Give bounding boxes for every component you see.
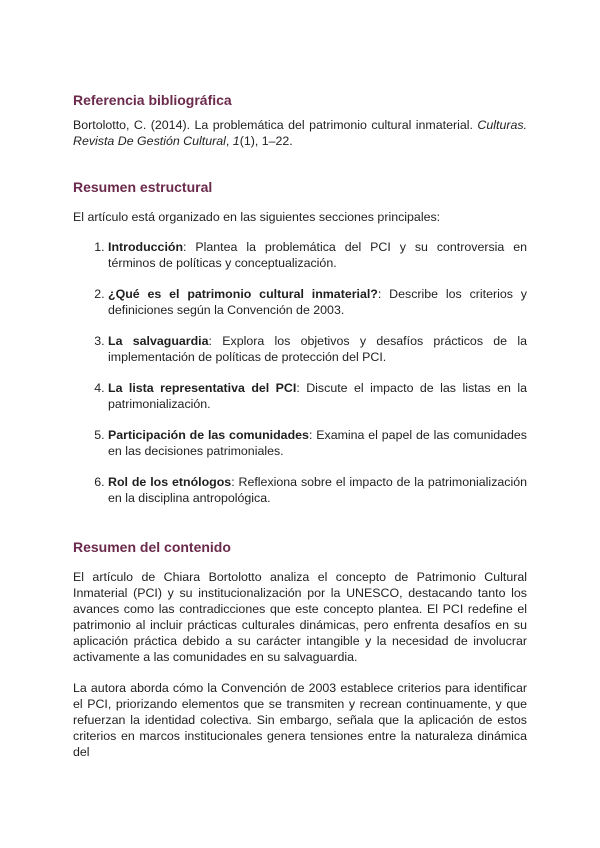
citation-journal: Culturas. Revista De Gestión Cultural [73,118,527,148]
structure-heading: Resumen estructural [73,179,213,195]
structure-intro: El artículo está organizado en las siguientes secciones principales: [73,210,441,224]
summary-paragraph-1: El artículo de Chiara Bortolotto analiza el concepto de Patrimonio Cultural Inmaterial (PCI) y su institucionalización por la UNESCO, destacando tanto los avances como las contradicciones que este concepto plantea. El PCI redefine el patrimonio al incluir prácticas culturales dinámicas, pero enfrenta desafíos en su aplicación práctica debido a su carácter intangible y la necesidad de involucrar activamente a las comunidades en su salvaguardia. [73,570,527,664]
citation-issue-pages: (1), 1–22. [239,134,293,148]
section-item-salvaguardia [108,333,527,365]
section-description: : Plantea la problemática del PCI y su controversia en términos de políticas y conceptualización. [108,240,527,270]
reference-citation [73,117,527,149]
section-title: ¿Qué es el patrimonio cultural inmaterial? [108,287,378,301]
section-title: La salvaguardia [108,334,209,348]
reference-heading: Referencia bibliográfica [73,92,232,108]
section-title: Participación de las comunidades [108,428,309,442]
section-list [73,239,527,506]
section-title: La lista representativa del PCI [108,381,297,395]
section-item-participacion [108,427,527,459]
section-description: : Reflexiona sobre el impacto de la patrimonialización en la disciplina antropológica. [108,475,528,505]
section-description: : Describe los criterios y definiciones según la Convención de 2003. [108,287,527,317]
section-title: Introducción [108,240,184,254]
citation-volume: 1 [232,134,240,148]
section-item-rol-etnologos [108,474,527,506]
section-description: : Explora los objetivos y desafíos prácticos de la implementación de políticas de protección del PCI. [108,334,528,364]
section-title: Rol de los etnólogos [108,475,232,489]
summary-heading: Resumen del contenido [73,539,231,555]
section-item-introduccion [108,239,527,271]
section-description: : Examina el papel de las comunidades en las decisiones patrimoniales. [108,428,527,458]
summary-paragraph-2: La autora aborda cómo la Convención de 2003 establece criterios para identificar el PCI, priorizando elementos que se transmiten y recrean continuamente, y que refuerzan la identidad colectiva. Sin embargo, señala que la aplicación de estos criterios en marcos institucionales genera tensiones entre la naturaleza dinámica del [73,681,527,759]
section-description: : Discute el impacto de las listas en la patrimonialización. [108,381,527,411]
citation-authors-title: Bortolotto, C. (2014). La problemática del patrimonio cultural inmaterial. [73,118,478,132]
document-content [73,90,527,760]
citation-separator: , [225,134,233,148]
section-item-que-es-pci [108,286,527,318]
spacer [73,521,527,537]
section-item-lista-representativa [108,380,527,412]
